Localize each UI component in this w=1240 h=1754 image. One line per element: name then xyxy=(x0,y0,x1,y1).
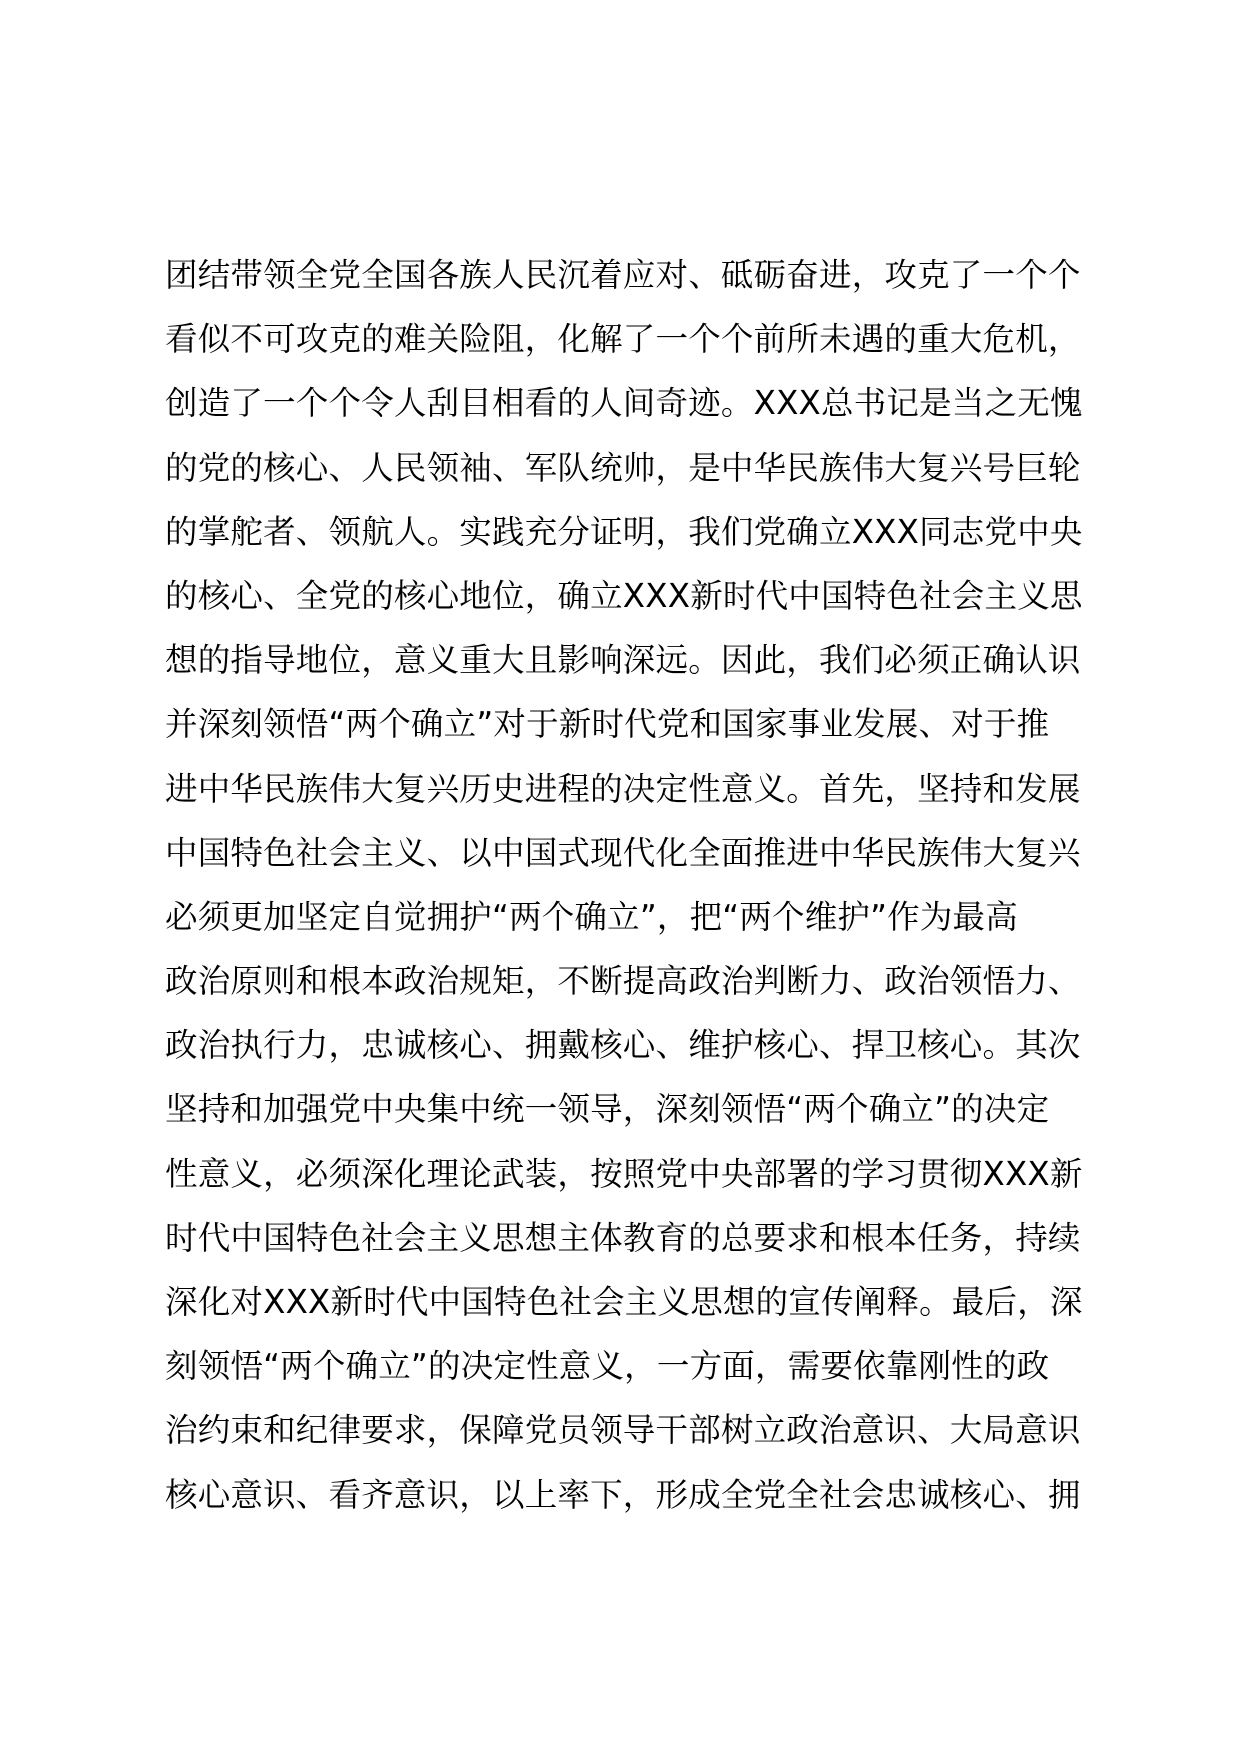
text-line: 进中华民族伟大复兴历史进程的决定性意义。首先，坚持和发展 xyxy=(165,769,1081,808)
text-line: 并深刻领悟“两个确立”对于新时代党和国家事业发展、对于推 xyxy=(165,705,1050,744)
text-line: 性意义，必须深化理论武装，按照党中央部署的学习贯彻XXX新 xyxy=(165,1154,1083,1193)
text-line: 时代中国特色社会主义思想主体教育的总要求和根本任务，持续 xyxy=(165,1218,1081,1257)
text-line: 的掌舵者、领航人。实践充分证明，我们党确立XXX同志党中央 xyxy=(165,512,1083,551)
text-line: 必须更加坚定自觉拥护“两个确立”，把“两个维护”作为最高 xyxy=(165,897,1018,936)
text-line: 创造了一个个令人刮目相看的人间奇迹。XXX总书记是当之无愧 xyxy=(165,384,1083,423)
text-line: 刻领悟“两个确立”的决定性意义，一方面，需要依靠刚性的政 xyxy=(165,1347,1050,1386)
body-text xyxy=(165,243,1095,1527)
text-line: 政治原则和根本政治规矩，不断提高政治判断力、政治领悟力、 xyxy=(165,962,1081,1001)
text-line: 坚持和加强党中央集中统一领导，深刻领悟“两个确立”的决定 xyxy=(165,1090,1050,1129)
text-line: 的党的核心、人民领袖、军队统帅，是中华民族伟大复兴号巨轮 xyxy=(165,448,1081,487)
text-line: 治约束和纪律要求，保障党员领导干部树立政治意识、大局意识 xyxy=(165,1411,1081,1450)
text-line: 政治执行力，忠诚核心、拥戴核心、维护核心、捍卫核心。其次 xyxy=(165,1026,1081,1065)
text-line: 团结带领全党全国各族人民沉着应对、砥砺奋进，攻克了一个个 xyxy=(165,256,1081,294)
text-line: 想的指导地位，意义重大且影响深远。因此，我们必须正确认识 xyxy=(165,641,1081,680)
text-line: 深化对XXX新时代中国特色社会主义思想的宣传阐释。最后，深 xyxy=(165,1283,1083,1321)
text-line: 的核心、全党的核心地位，确立XXX新时代中国特色社会主义思 xyxy=(165,576,1083,615)
text-line: 中国特色社会主义、以中国式现代化全面推进中华民族伟大复兴 xyxy=(165,833,1081,872)
text-line: 核心意识、看齐意识，以上率下，形成全党全社会忠诚核心、拥 xyxy=(165,1475,1081,1514)
text-line: 看似不可攻克的难关险阻，化解了一个个前所未遇的重大危机， xyxy=(165,320,1081,359)
